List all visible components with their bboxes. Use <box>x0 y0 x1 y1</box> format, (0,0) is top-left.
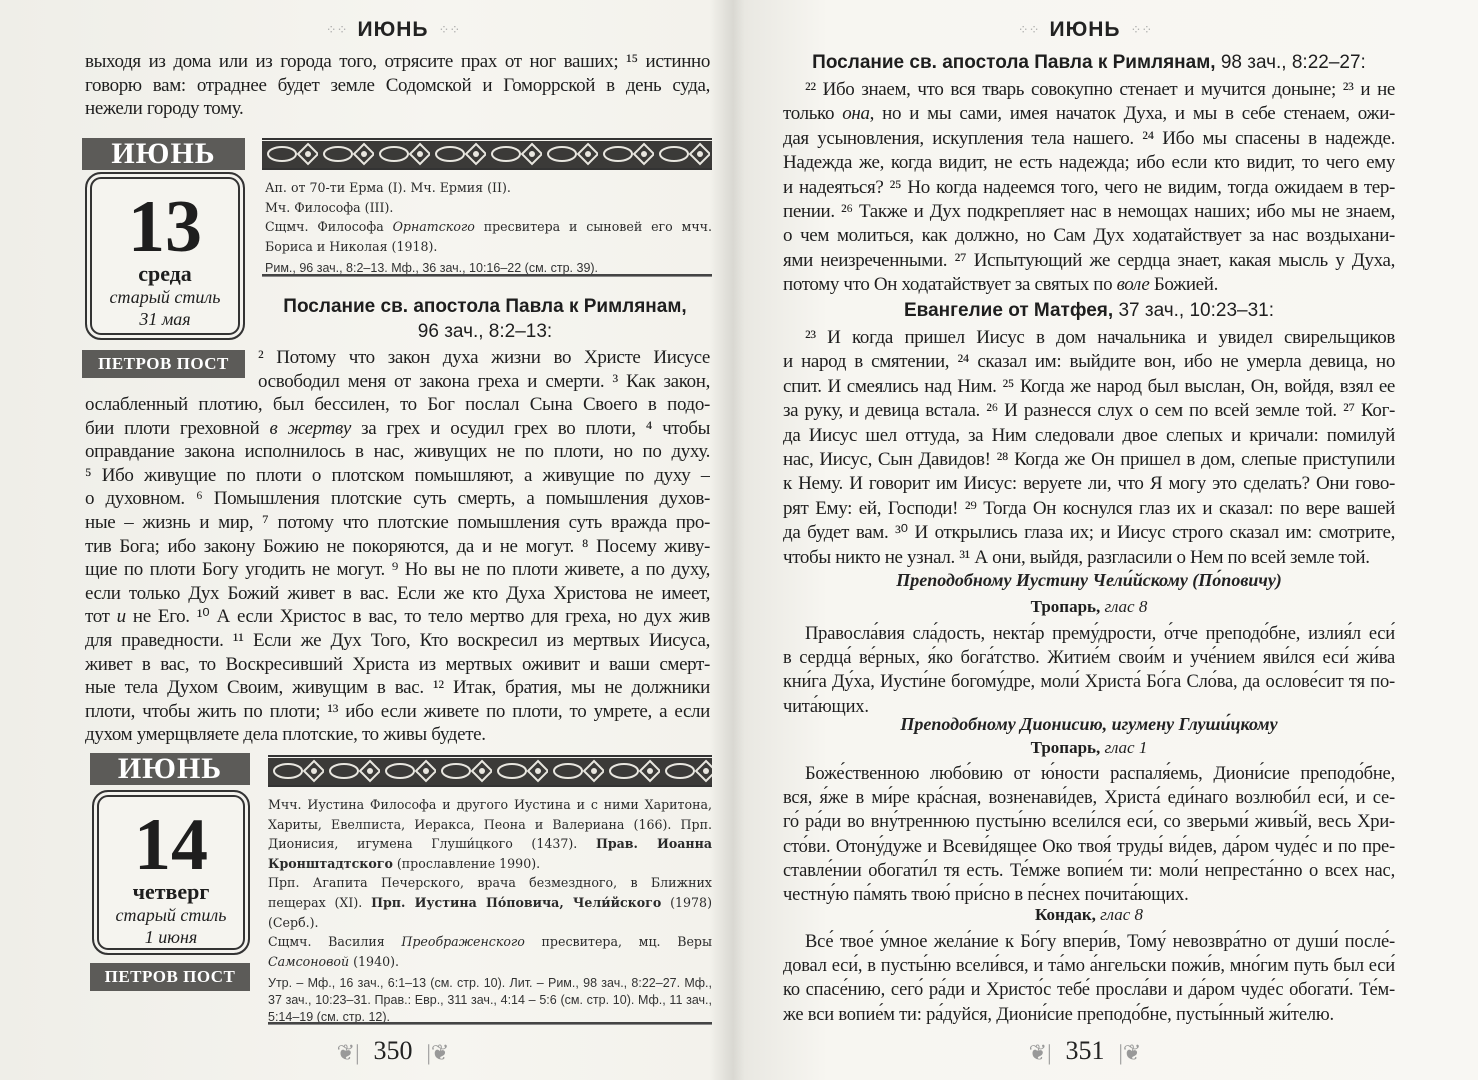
text-line: в сердца́ ве́рных, я́ко бога́тство. Житие́м свои́м и уче́нием яви́лся еси́ жи́ва <box>783 648 1395 669</box>
old-style-label: старый стиль <box>115 905 227 925</box>
troparion-label: Тропарь, <box>1030 738 1101 757</box>
running-head-text: ИЮНЬ <box>1049 18 1121 41</box>
page-number: 351 <box>1065 1036 1105 1065</box>
flourish-icon: ❦| <box>1028 1040 1052 1066</box>
gospel-text <box>783 326 1395 570</box>
epistle-text <box>783 78 1395 298</box>
old-style-date: 31 мая <box>139 309 191 329</box>
text-line: о духовном. ⁶ Помышления плотские суть смерть, а помышления духов- <box>85 488 710 510</box>
text-segment: в жертву <box>269 417 351 439</box>
epistle-reference: 96 зач., 8:2–13: <box>417 321 553 342</box>
text-line: дая усыновления, искупления тела нашего. ²⁴ Ибо мы спасены в надежде. <box>783 127 1395 149</box>
epistle-reference: 98 зач., 8:22–27: <box>1215 52 1366 73</box>
troparion-text <box>783 622 1395 719</box>
text-line: спит. И смеялись над Ним. ²⁵ Когда же народ был выслан, Он, войдя, взял ее <box>783 375 1395 397</box>
text-line: щие по плоти Богу угодить не могут. ⁹ Но вы не по плоти живете, а по духу, <box>85 559 710 581</box>
text-segment: Орнатского <box>392 219 475 235</box>
text-line: если только Дух Божий живет в вас. Если же кто Духа Христова не имеет, <box>85 582 710 604</box>
troparion-heading <box>783 738 1395 758</box>
text-segment: потому что Он ходатайствует за святых по <box>783 274 1117 296</box>
text-line: ²³ И когда пришел Иисус в дом начальника и увидел свирельщиков <box>805 327 1395 348</box>
weekday: среда <box>138 261 192 286</box>
text-segment: (1940). <box>349 953 400 969</box>
text-line <box>783 273 1395 297</box>
continuation-text <box>85 50 710 121</box>
page-number: 350 <box>373 1036 413 1065</box>
text-segment: , но и мы сами, имея начаток Духа, и мы в себе стенаем, ожи- <box>869 103 1395 125</box>
text-segment: Ап. от 70-ти Ерма (I). Мч. Ермия (II). <box>265 180 511 195</box>
readings: Утр. – Мф., 16 зач., 6:1–13 (см. стр. 10). Лит. – Рим., 98 зач., 8:22–27. Мф., 37 зач., 10:23–31. Прав.: Евр., 311 зач., 4:14 – 5:6 (см. стр. 10). Мф., 11 зач., 5:14–19 (см. стр. 12). <box>268 976 712 1025</box>
text-line: честну́ю па́мять твою́ при́сно в пе́снех почита́ющих. <box>783 884 1189 905</box>
text-segment: не Его. ¹⁰ А если Христос в вас, то тело мертво для греха, но дух жив <box>125 606 710 628</box>
text-line: оправдание закона исполнилось в нас, живущих не по плоти, но по духу. <box>85 441 710 463</box>
text-line: живет в вас, то Воскресивший Христа из мертвых оживит и ваши смерт- <box>85 653 710 675</box>
ornament-band <box>268 755 712 787</box>
text-line: же вси вопие́м ти: ра́дуйся, Диони́сие преподо́бне, пусты́нный жи́телю. <box>783 1004 1334 1025</box>
text-line: и надеяться? ²⁵ Но когда надеемся того, чего не видим, тогда ожидаем в тер- <box>783 176 1395 198</box>
text-segment: Преображенского <box>401 934 525 950</box>
old-style-date: 1 июня <box>144 927 198 947</box>
text-segment: Прп. Агапита Печерского, врача безмездного, в Ближних пещерах (XI). <box>268 875 712 910</box>
text-line: ² Потому что закон духа жизни во Христе Иисусе <box>258 347 710 368</box>
kontakion-tone: глас 8 <box>1095 905 1143 924</box>
epistle-text-narrow <box>258 346 710 393</box>
saint-entry <box>268 795 712 873</box>
text-line: го́ ра́ди во вну́треннюю пусты́ню всели́лся еси́, со зверьми́ живы́й, весь Хри- <box>783 812 1395 833</box>
text-line: ные тела Духом Своим, живущим в вас. ¹² Итак, братия, мы не должники <box>85 677 710 699</box>
text-segment: за грех и осудил грех во плоти, ⁴ чтобы <box>350 417 710 439</box>
page-number-right <box>1015 1036 1156 1066</box>
gospel-heading <box>783 300 1395 322</box>
flourish-icon: |❦ <box>1118 1040 1142 1066</box>
fast-label: ПЕТРОВ ПОСТ <box>90 963 250 991</box>
text-line: да будет вам. ³⁰ И открылись глаза их; и Иисус строго сказал им: смотрите, <box>783 522 1395 544</box>
old-style-label: старый стиль <box>109 287 221 307</box>
troparion-tone: глас 1 <box>1100 738 1148 757</box>
readings: Рим., 96 зач., 8:2–13. Мф., 36 зач., 10:16–22 (см. стр. 39). <box>265 261 599 276</box>
text-line: ⁵ Ибо живущие по плоти о плотском помышляют, а живущие по духу – <box>85 464 710 486</box>
saints-text <box>268 795 712 971</box>
saints-list-13 <box>265 178 712 277</box>
saint-entry <box>265 198 712 218</box>
text-line: Правосла́вия сла́дость, некта́р прему́дрости, о́тче преподо́бне, излия́л еси́ <box>805 624 1395 644</box>
text-segment: Сщмч. Философа <box>265 219 393 235</box>
text-line: ослабленный плотию, был бессилен, то Бог послал Сына Своего в подо- <box>85 394 710 415</box>
text-line: да Иисус шел оттуда, за Ним следовали двое слепых и кричали: помилуй <box>783 424 1395 446</box>
text-segment: пресвитера, мц. Веры <box>524 934 713 950</box>
divider <box>262 274 712 277</box>
day-number: 13 <box>128 186 202 268</box>
text-line: сто́ви. Отону́дуже и Всеви́дящее Око твоя́ труды́ ви́дев, да́ром чуде́с и по пре- <box>783 836 1395 857</box>
text-segment: и <box>116 606 126 628</box>
weekday: четверг <box>132 879 210 904</box>
kontakion-heading <box>783 905 1395 925</box>
text-segment: Самсоновой <box>268 953 350 969</box>
text-line: о чем молиться, как должно, но Сам Дух ходатайствует за нас воздыхани- <box>783 225 1395 247</box>
text-segment: бии плоти греховной <box>85 417 270 439</box>
ornament-icon: ⁘⁘ <box>438 22 461 38</box>
text-segment: Божией. <box>1149 274 1218 296</box>
kontakion-label: Кондак, <box>1035 905 1096 924</box>
text-line: освободил меня от закона греха и смерти. ³ Как закон, <box>258 370 710 392</box>
text-line: рят Ему: ей, Господи! ²⁹ Тогда Он коснулся глаз их и сказал: по вере вашей <box>783 497 1395 519</box>
ornament-icon: ⁘⁘ <box>1017 22 1040 38</box>
date-box-13 <box>85 172 245 340</box>
ornament-band <box>262 138 712 170</box>
saints-list-14 <box>268 795 712 1026</box>
saint-entry <box>265 217 712 256</box>
text-line: и народ в смятении, ²⁴ сказал им: выйдите вон, ибо не умерла девица, но <box>783 351 1395 373</box>
text-line: тив Бога; ибо закону Божию не покоряются, да и не могут. ⁸ Посему живу- <box>85 535 710 557</box>
flourish-icon: ❦| <box>336 1040 360 1066</box>
text-segment: тот <box>85 606 117 628</box>
troparion-label: Тропарь, <box>1030 597 1101 616</box>
text-line: Боже́ственною любо́вию от ю́ности распаля́емь, Диони́сие преподо́бне, <box>805 764 1395 784</box>
text-segment: (1978) (Серб.). <box>268 894 712 930</box>
divider <box>268 1022 712 1025</box>
epistle-title: Послание св. апостола Павла к Римлянам, <box>283 296 687 317</box>
saint-entry <box>268 932 712 971</box>
running-head-text: ИЮНЬ <box>357 18 429 41</box>
troparion-heading <box>783 597 1395 617</box>
text-segment: Сщмч. Василия <box>268 934 402 950</box>
text-line: пении. ²⁶ Также и Дух подкрепляет нас в немощах наших; ибо мы не знаем, <box>783 200 1395 222</box>
text-line: ²² Ибо знаем, что вся тварь совокупно стенает и мучится доныне; ²³ и не <box>805 79 1395 100</box>
month-label: ИЮНЬ <box>90 753 250 785</box>
epistle-heading <box>258 296 712 318</box>
saint-entry <box>265 178 712 198</box>
ornament-icon: ⁘⁘ <box>1130 22 1153 38</box>
text-line: нас, Иисус, Сын Давидов! ²⁸ Когда же Он пришел в дом, слепые приступили <box>783 448 1395 470</box>
ornament-icon: ⁘⁘ <box>325 22 348 38</box>
text-line <box>85 605 710 629</box>
text-line: выходя из дома или из города того, отрясите прах от ног ваших; ¹⁵ истинно <box>85 51 710 72</box>
text-line: говорю вам: отраднее будет земле Содомской и Гоморрской в день суда, <box>85 74 710 96</box>
epistle-title: Послание св. апостола Павла к Римлянам, <box>812 52 1216 73</box>
hymn-title-dionysius: Преподобному Дионисию, игумену Глуши́цкому <box>900 714 1278 734</box>
text-segment: (прославление 1990). <box>392 855 541 871</box>
date-box-14 <box>92 790 250 955</box>
text-line: к Нему. И говорит им Иисус: веруете ли, что Я могу это сделать? Они гово- <box>783 473 1395 495</box>
text-line: вся, я́же в ми́ре кра́сная, возненави́дев, Христа́ еди́наго возлюби́л еси́, и се- <box>783 788 1395 809</box>
epistle-text <box>85 393 710 747</box>
text-segment: только <box>783 103 843 125</box>
text-line: духом умерщвляете дела плотские, то живы будете. <box>85 724 486 746</box>
saint-entry <box>268 873 712 932</box>
text-line: Надежда же, когда видит, не есть надежда; ибо если кто видит, то чего ему <box>783 152 1395 174</box>
fast-label: ПЕТРОВ ПОСТ <box>82 350 245 378</box>
text-line <box>783 102 1395 126</box>
text-line: ные – жизнь и мир, ⁷ потому что плотские помышления суть вражда про- <box>85 511 710 533</box>
flourish-icon: |❦ <box>426 1040 450 1066</box>
text-line <box>85 417 710 441</box>
gospel-title: Евангелие от Матфея, <box>903 300 1114 321</box>
text-line: довал еси́, в пусты́ню всели́вся, и та́мо а́нгельски пожи́в, мно́гим путь был еси́ <box>783 956 1395 977</box>
text-line: нежели городу тому. <box>85 98 244 120</box>
text-line: чтобы никто не узнал. ³¹ А они, выйдя, разгласили о Нем по всей земле той. <box>783 546 1370 568</box>
kontakion-text <box>783 930 1395 1027</box>
text-segment: Прав. Иоанна Кронштадтского <box>268 836 712 871</box>
text-line: для праведности. ¹¹ Если же Дух Того, Кто воскресил из мертвых Иисуса, <box>85 629 710 651</box>
text-line: ставле́нии обогати́л тя есть. Те́мже вопие́м ти: моли́ непреста́нно о всех нас, <box>783 860 1395 881</box>
month-label: ИЮНЬ <box>82 138 245 170</box>
text-line: за руку, и девица встала. ²⁶ И разнесся слух о сем по всей земле той. ²⁷ Ког- <box>783 400 1395 422</box>
running-head-left <box>316 18 471 42</box>
day-number: 14 <box>134 804 208 886</box>
text-line: ями неизреченными. ²⁷ Испытующий же сердца знает, какая мысль у Духа, <box>783 249 1395 271</box>
hymn-title-justin: Преподобному Иустину Чели́йскому (По́повичу) <box>896 570 1282 590</box>
text-segment: Мчч. Иустина Философа и другого Иустина и с ними Харитона, Хариты, Евелписта, Иеракса, Пеона и Валериана (166). Прп. Дионисия, игумена Глуши́цкого (1437). <box>268 797 712 852</box>
running-head-right <box>1008 18 1163 42</box>
troparion-text <box>783 762 1395 907</box>
text-segment: воле <box>1116 274 1150 296</box>
text-line: чита́ющих. <box>783 696 869 717</box>
page-number-left <box>323 1036 464 1066</box>
text-line: ко спасе́нию, сего́ ра́ди и Христо́с тебе́ просла́ви и да́ром чуде́с обогати́. Те́м- <box>783 980 1395 1001</box>
text-line: плоти, чтобы жить по плоти; ¹³ ибо если живете по плоти, то умрете, а если <box>85 700 710 722</box>
gospel-reference: 37 зач., 10:23–31: <box>1113 300 1274 321</box>
text-line: Все́ твое́ у́мное жела́ние к Бо́гу впери́в, Тому́ невозвра́тно от души́ после́- <box>805 932 1395 952</box>
text-segment: Мч. Философа (III). <box>265 199 394 215</box>
troparion-tone: глас 8 <box>1100 597 1148 616</box>
saints-text <box>265 178 712 256</box>
text-segment: пресвитера и сыновей его мчч. Бориса и Николая (1918). <box>265 219 712 254</box>
text-line: кни́га Ду́ха, Иусти́не богому́дре, моли́ Христа́ Бо́га Сло́ва, да ослове́сит тя по- <box>783 672 1395 693</box>
epistle-heading <box>783 52 1395 74</box>
text-segment: Прп. Иустина По́повича, Чели́йского <box>371 894 662 910</box>
text-segment: она <box>842 103 870 125</box>
